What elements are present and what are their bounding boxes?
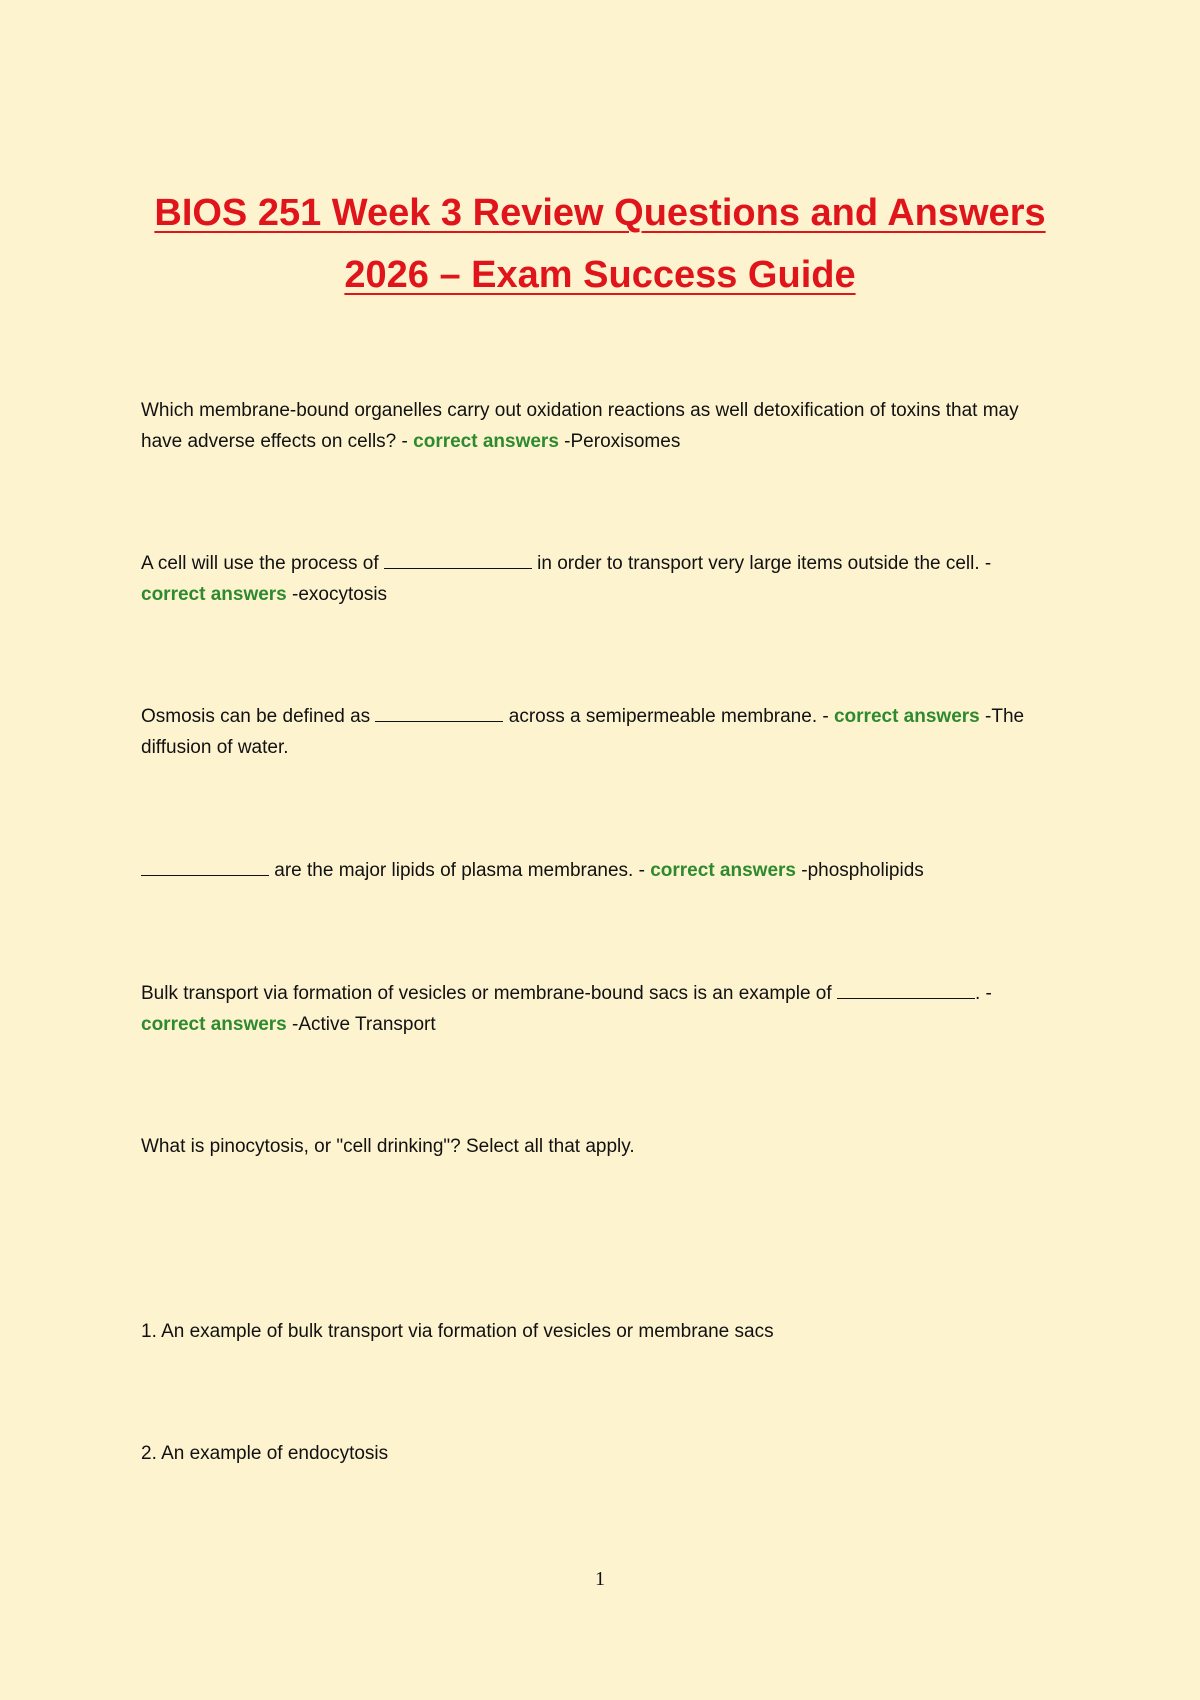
answer-label: correct answers (650, 860, 796, 881)
question-3-text-after: across a semipermeable membrane. - (503, 706, 834, 727)
answer-label: correct answers (413, 431, 559, 452)
question-2-text: A cell will use the process of (141, 553, 384, 574)
question-5 (141, 978, 1041, 1040)
option-1: 1. An example of bulk transport via formation of vesicles or membrane sacs (141, 1321, 774, 1342)
title-line-1: BIOS 251 Week 3 Review Questions and Answers (154, 192, 1046, 234)
question-6: What is pinocytosis, or "cell drinking"? Select all that apply. (141, 1136, 635, 1157)
title-line-2: 2026 – Exam Success Guide (344, 254, 856, 296)
answer-label: correct answers (141, 1014, 287, 1035)
fill-blank (141, 855, 269, 876)
question-3 (141, 701, 1041, 763)
option-2: 2. An example of endocytosis (141, 1443, 389, 1464)
question-2 (141, 548, 1041, 610)
question-4-text-after: are the major lipids of plasma membranes. - (269, 860, 651, 881)
fill-blank (384, 548, 532, 569)
question-1 (141, 395, 1041, 457)
answer-label: correct answers (833, 706, 980, 727)
question-3-text: Osmosis can be defined as (141, 706, 376, 727)
question-1-text: Which membrane-bound organelles carry out oxidation reactions as well detoxification of toxins that may have adverse effects on cells? - (141, 400, 1019, 452)
answer-5: -Active Transport (286, 1014, 436, 1035)
answer-1: -Peroxisomes (558, 431, 681, 452)
answer-label: correct answers (141, 584, 287, 605)
fill-blank (375, 701, 503, 722)
question-5-text: Bulk transport via formation of vesicles or membrane-bound sacs is an example of (141, 983, 837, 1004)
page-number: 1 (595, 1568, 605, 1590)
fill-blank (837, 978, 975, 999)
answer-2: -exocytosis (286, 584, 388, 605)
document-title (100, 182, 1100, 306)
answer-3: -The diffusion of water. (141, 706, 1025, 758)
question-5-text-after: . - (974, 983, 992, 1004)
answer-4: -phospholipids (795, 860, 924, 881)
question-4 (141, 855, 1041, 886)
question-2-text-after: in order to transport very large items outside the cell. - (531, 553, 992, 574)
